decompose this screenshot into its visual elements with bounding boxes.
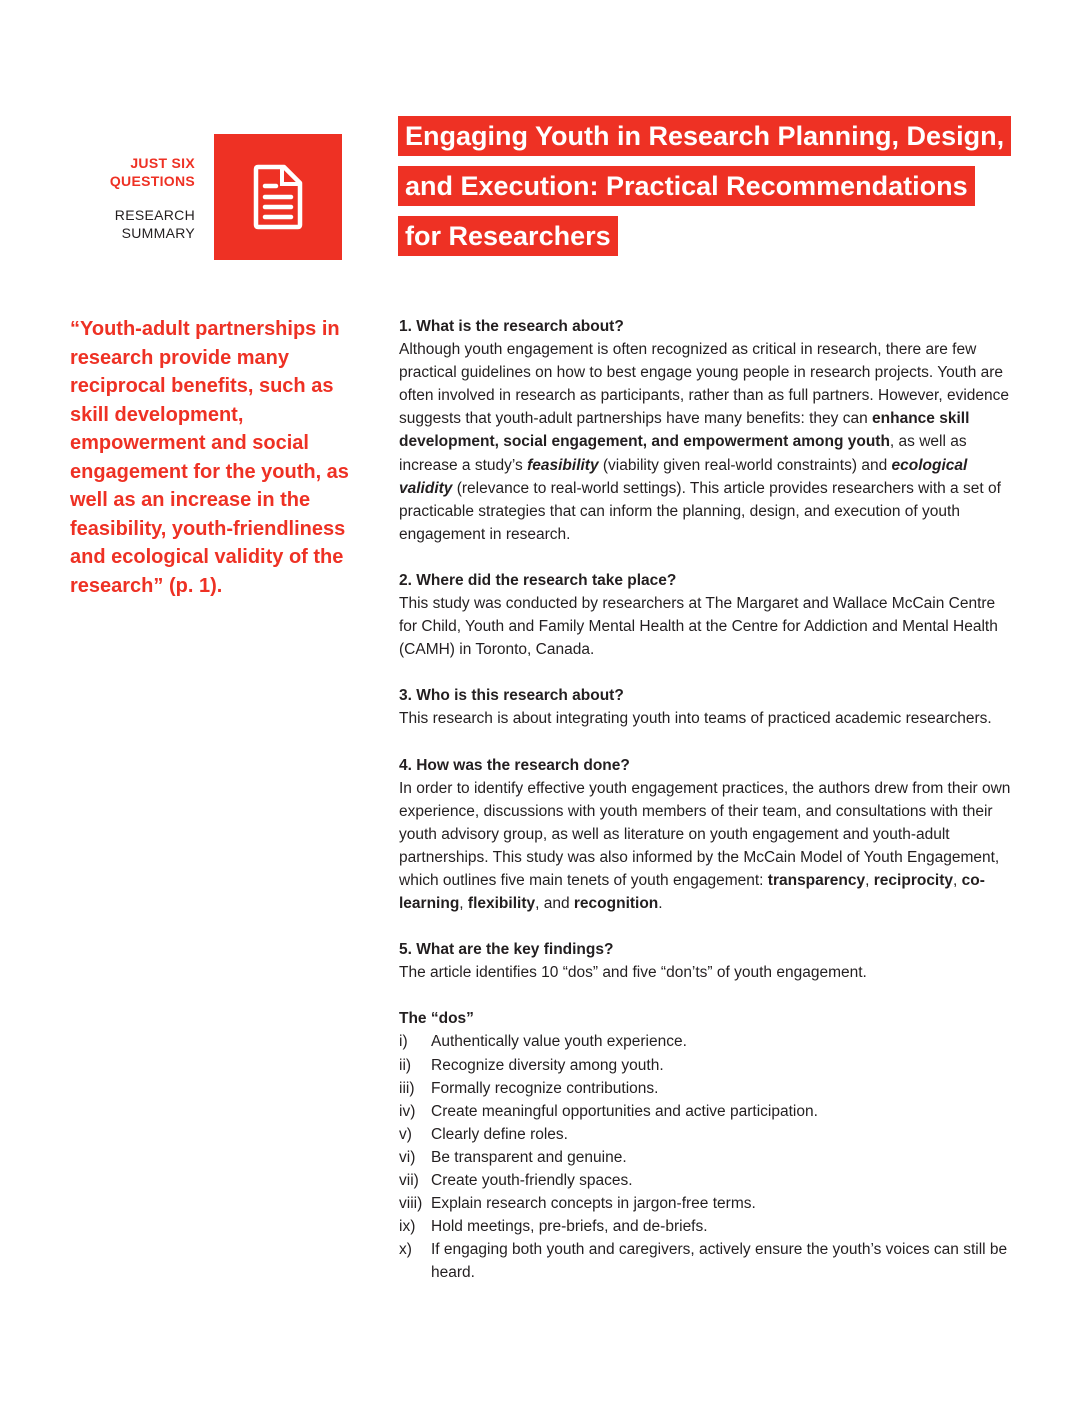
brand-line-1: JUST SIX <box>130 155 195 171</box>
list-item <box>399 1100 1011 1123</box>
bold-text: recognition <box>573 895 659 913</box>
body-text: In order to identify effective youth engagement practices, the authors drew from their own experience, discussions with youth members of their team, and consultations with their youth advisory group, as well as literature on youth engagement and youth-adult partnerships. This study was also informed by the McCain Model of Youth Engagement, which outlines five main tenets of youth engagement: <box>399 779 1011 889</box>
section-key-findings <box>399 938 1011 984</box>
bold-text: transparency <box>767 871 866 889</box>
list-item-number: ix) <box>399 1218 416 1236</box>
brand-icon-box <box>214 134 342 260</box>
list-item <box>399 1192 1011 1215</box>
list-item-text: Create meaningful opportunities and active participation. <box>431 1102 818 1120</box>
section-body <box>399 338 1011 546</box>
dos-title: The “dos” <box>399 1010 474 1028</box>
section-body: This study was conducted by researchers at The Margaret and Wallace McCain Centre for Child, Youth and Family Mental Health at the Centre for Addiction and Mental Health (CAMH) in Toronto, Canada. <box>399 595 998 659</box>
list-item-number: vii) <box>399 1172 419 1189</box>
section-research-method <box>399 754 1011 916</box>
title-line-2: and Execution: Practical Recommendations <box>398 166 975 206</box>
list-item-text: Create youth-friendly spaces. <box>431 1172 633 1189</box>
body-text: Although youth engagement is often recognized as critical in research, there are few practical guidelines on how to best engage young people in research projects. Youth are often involved in research as participants, rather than as full partners. However, evidence suggests that youth-adult partnerships have many benefits: they can <box>399 341 1009 428</box>
bold-text: enhance skill development, social engagement, and empowerment among youth <box>399 410 970 451</box>
section-heading: 1. What is the research about? <box>399 318 624 335</box>
brand-subtitle <box>35 206 195 242</box>
body-text: , <box>953 871 962 889</box>
section-research-about <box>399 315 1011 546</box>
body-text: . <box>658 895 663 913</box>
title-line-1: Engaging Youth in Research Planning, Design, <box>398 116 1011 156</box>
list-item-number: x) <box>399 1241 412 1259</box>
list-item-text: Clearly define roles. <box>431 1125 568 1143</box>
brand-line-4: SUMMARY <box>121 225 195 241</box>
list-item-number: ii) <box>399 1056 412 1074</box>
list-item <box>399 1169 1011 1192</box>
document-icon <box>252 164 304 230</box>
list-item-number: v) <box>399 1125 412 1143</box>
section-body: This research is about integrating youth into teams of practiced academic researchers. <box>399 710 992 728</box>
list-item-text: Hold meetings, pre-briefs, and de-briefs. <box>431 1218 708 1236</box>
list-item-text: Explain research concepts in jargon-free terms. <box>431 1195 756 1213</box>
main-content <box>399 315 1011 1284</box>
section-research-location <box>399 569 1011 661</box>
list-item-number: iii) <box>399 1079 415 1097</box>
section-body: The article identifies 10 “dos” and five “don’ts” of youth engagement. <box>399 964 867 982</box>
brand-line-3: RESEARCH <box>114 207 195 223</box>
bold-text: flexibility <box>467 895 536 913</box>
list-item-text: Be transparent and genuine. <box>431 1148 627 1166</box>
list-item <box>399 1077 1011 1100</box>
section-heading: 3. Who is this research about? <box>399 687 624 705</box>
section-research-subject <box>399 684 1011 730</box>
body-text: (relevance to real-world settings). This article provides researchers with a set of practicable strategies that can inform the planning, design, and execution of youth engagement in research. <box>399 479 1001 543</box>
list-item-number: viii) <box>399 1195 423 1213</box>
list-item-number: i) <box>399 1033 408 1051</box>
list-item <box>399 1123 1011 1146</box>
section-heading: 4. How was the research done? <box>399 756 630 774</box>
list-item-number: iv) <box>399 1102 416 1120</box>
bold-italic-text: ecological validity <box>399 456 968 497</box>
list-item-text: Authentically value youth experience. <box>431 1033 687 1051</box>
brand-title <box>35 154 195 190</box>
list-item-number: vi) <box>399 1148 416 1166</box>
bold-text: co-learning <box>399 871 985 913</box>
title-line-3: for Researchers <box>398 216 618 256</box>
list-item <box>399 1215 1011 1238</box>
section-body <box>399 777 1011 916</box>
page-title <box>398 116 1038 266</box>
body-text: , and <box>535 895 574 913</box>
list-item <box>399 1238 1011 1284</box>
section-heading: 2. Where did the research take place? <box>399 571 677 589</box>
list-item <box>399 1146 1011 1169</box>
body-text: , as well as increase a study’s <box>399 433 967 474</box>
list-item <box>399 1030 1011 1053</box>
list-item-text: If engaging both youth and caregivers, actively ensure the youth’s voices can still be heard. <box>431 1241 1008 1282</box>
bold-text: reciprocity <box>873 871 954 889</box>
body-text: , <box>865 871 874 889</box>
pull-quote: “Youth-adult partnerships in research provide many reciprocal benefits, such as skill development, empowerment and social engagement for the youth, as well as an increase in the feasibility, youth-friendliness and ecological validity of the research” (p. 1). <box>70 318 349 597</box>
body-text: , <box>459 895 468 913</box>
section-heading: 5. What are the key findings? <box>399 941 614 959</box>
body-text: (viability given real-world constraints) and <box>598 456 892 474</box>
list-item-text: Recognize diversity among youth. <box>431 1056 664 1074</box>
dos-list <box>399 1030 1011 1284</box>
brand-line-2: QUESTIONS <box>109 173 195 189</box>
list-item-text: Formally recognize contributions. <box>431 1079 659 1097</box>
bold-italic-text: feasibility <box>527 456 599 474</box>
list-item <box>399 1054 1011 1077</box>
